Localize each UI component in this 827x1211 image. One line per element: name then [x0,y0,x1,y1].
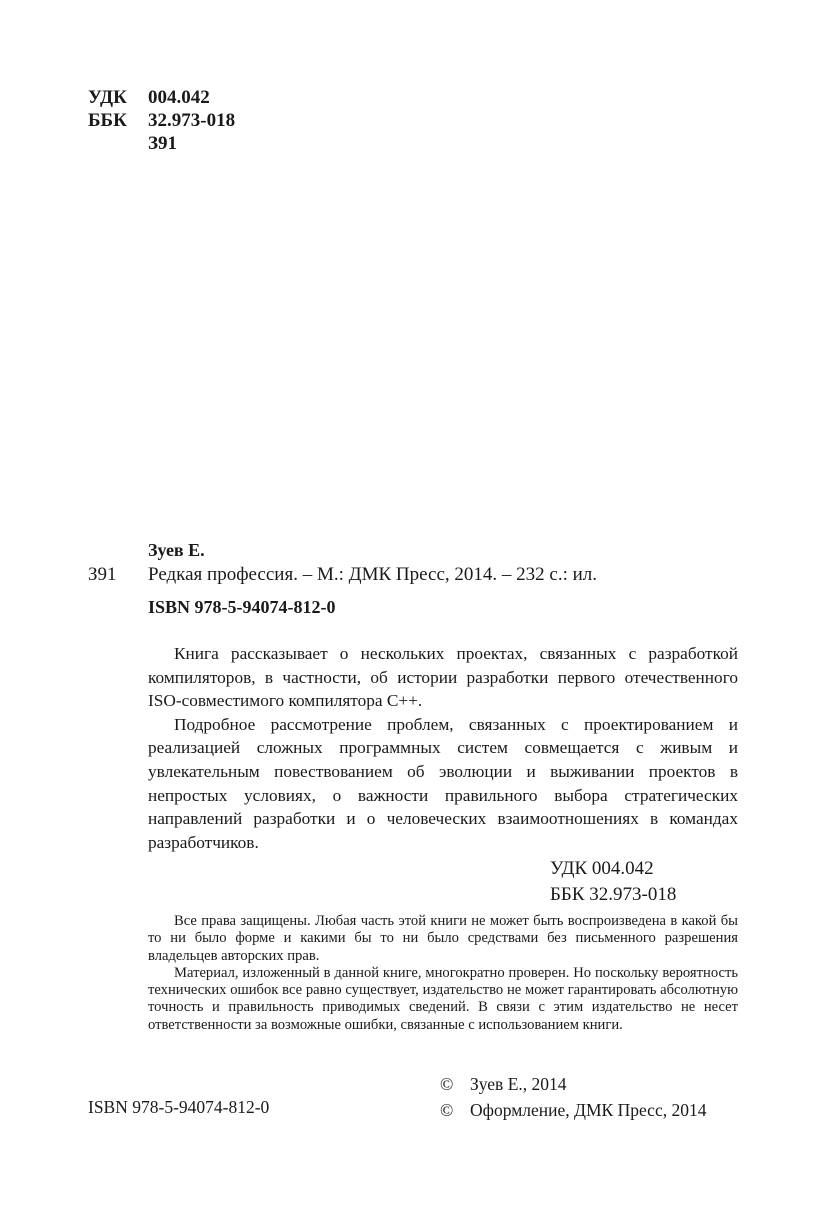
author-mark-row [88,132,235,155]
copyright-block [440,1071,706,1123]
annotation-paragraph: Книга рассказывает о нескольких проектах, связанных с разработкой компиляторов, в частности, об истории разработки первого отечественного ISO-совместимого компилятора С++. [148,644,738,711]
card-author-mark: З91 [88,564,117,585]
udk-row [88,86,235,109]
copyright-symbol: © [440,1074,454,1094]
udk-value: 004.042 [148,87,210,108]
card-author: Зуев Е. [148,540,205,560]
annotation [148,642,738,854]
rights-paragraph: Материал, изложенный в данной книге, многократно проверен. Но поскольку вероятность технических ошибок все равно существует, издательство не может гарантировать абсолютную точность и правильность приводимых сведений. В связи с этим издательство не несет ответственности за возможные ошибки, связанные с использованием книги. [148,964,738,1033]
classification-codes [88,86,235,155]
card-bibliographic-record: Редкая профессия. – М.: ДМК Пресс, 2014. – 232 с.: ил. [148,564,597,585]
bbk-label: ББК [88,110,127,131]
copyright-design: Оформление, ДМК Пресс, 2014 [470,1100,707,1120]
udk-label: УДК [88,87,127,108]
rights-paragraph: Все права защищены. Любая часть этой книги не может быть воспроизведена в какой бы то ни было форме и какими бы то ни было средствами без письменного разрешения владельцев авторских прав. [148,913,738,964]
index-codes [550,856,676,908]
copyright-symbol: © [440,1100,454,1120]
bbk-value: 32.973-018 [148,110,236,131]
index-udk: УДК 004.042 [550,858,654,879]
author-mark: З91 [148,133,178,154]
annotation-paragraph: Подробное рассмотрение проблем, связанных с проектированием и реализацией сложных программных систем совмещается с живым и увлекательным повествованием об эволюции и выживании проектов в непростых условиях, о важности правильного выбора стратегических направлений разработки и о человеческих взаимоотношениях в командах разработчиков. [148,714,738,852]
copyright-design-line [440,1097,706,1123]
index-bbk: ББК 32.973-018 [550,884,677,905]
copyright-author-line [440,1071,706,1097]
footer-isbn: ISBN 978-5-94074-812-0 [88,1097,270,1117]
rights-notice [148,913,738,1034]
bbk-row [88,109,235,132]
card-isbn: ISBN 978-5-94074-812-0 [148,597,336,617]
copyright-author: Зуев Е., 2014 [470,1074,567,1094]
